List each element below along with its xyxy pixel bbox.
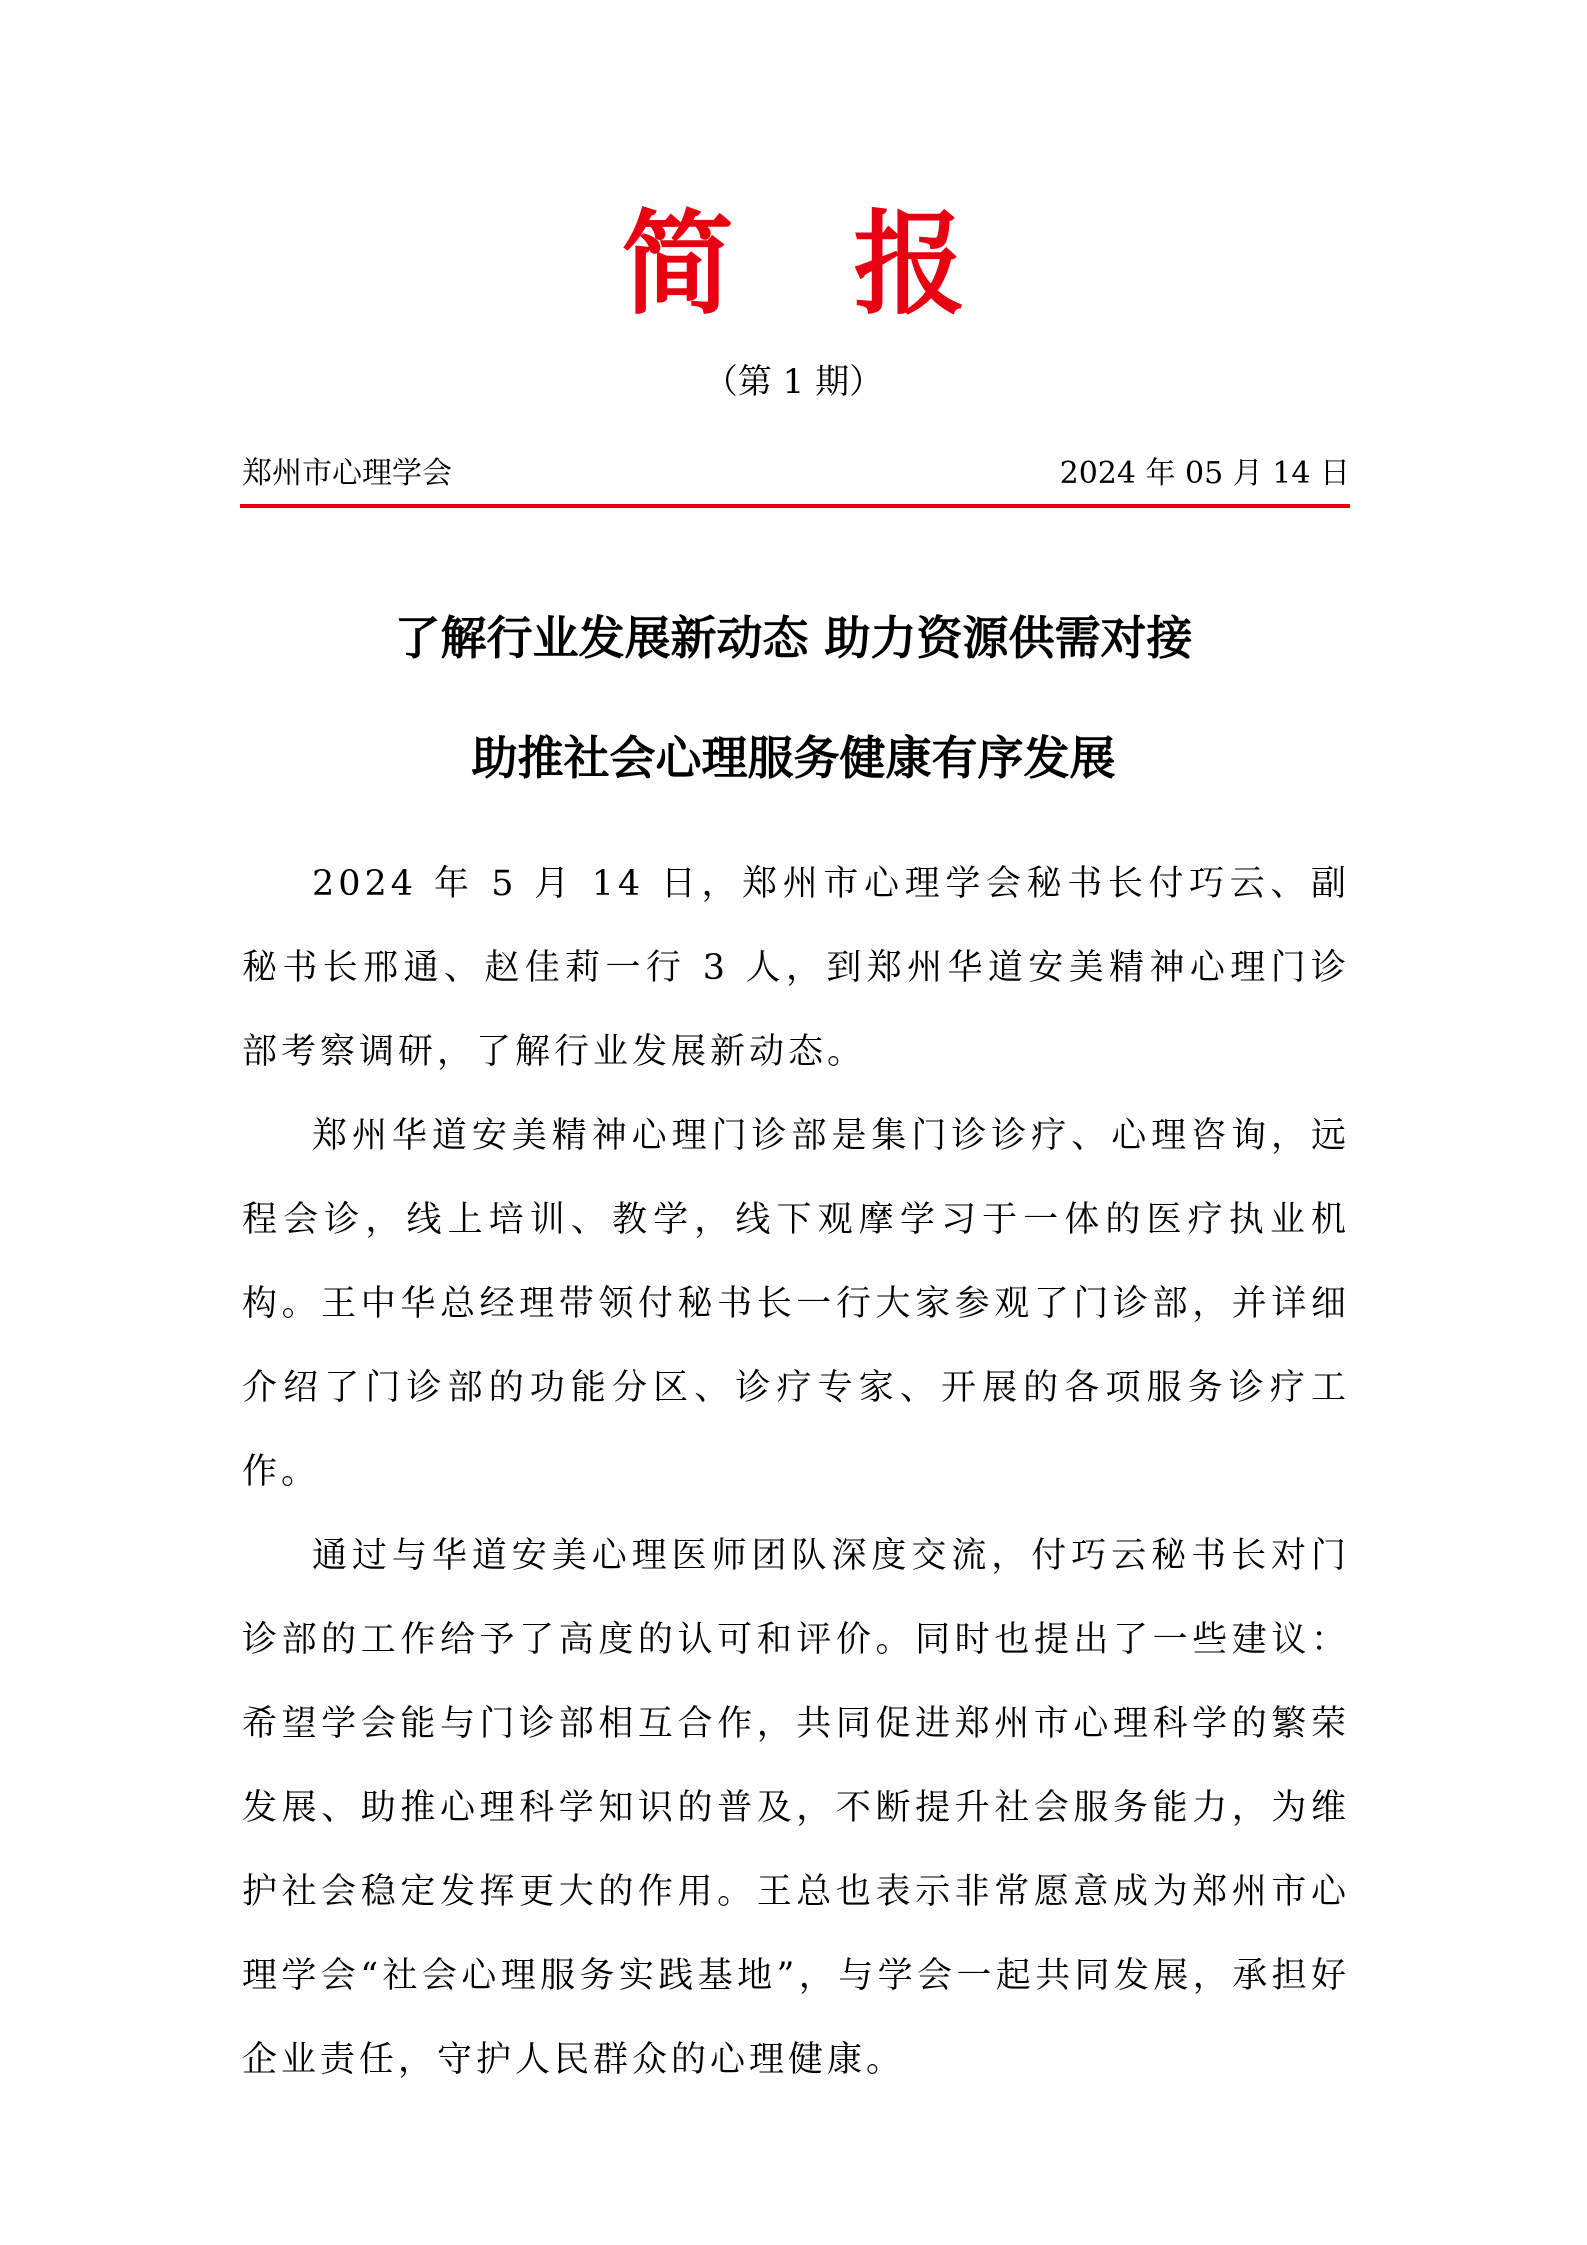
article-body <box>242 842 1350 2102</box>
meta-row <box>242 452 1350 496</box>
paragraph-2: 郑州华道安美精神心理门诊部是集门诊诊疗、心理咨询，远程会诊，线上培训、教学，线下观摩学习于一体的医疗执业机构。王中华总经理带领付秘书长一行大家参观了门诊部，并详细介绍了门诊部的功能分区、诊疗专家、开展的各项服务诊疗工作。 <box>242 1116 1350 1492</box>
publish-date: 2024 年 05 月 14 日 <box>1059 456 1350 491</box>
paragraph-1: 2024 年 5 月 14 日，郑州市心理学会秘书长付巧云、副秘书长邢通、赵佳莉一行 3 人，到郑州华道安美精神心理门诊部考察调研，了解行业发展新动态。 <box>242 864 1350 1072</box>
headline-line-2: 助推社会心理服务健康有序发展 <box>471 731 1116 785</box>
organization-name: 郑州市心理学会 <box>242 456 452 491</box>
red-divider-rule <box>240 504 1350 508</box>
paragraph-3: 通过与华道安美心理医师团队深度交流，付巧云秘书长对门诊部的工作给予了高度的认可和评价。同时也提出了一些建议：希望学会能与门诊部相互合作，共同促进郑州市心理科学的繁荣发展、助推心理科学知识的普及，不断提升社会服务能力，为维护社会稳定发挥更大的作用。王总也表示非常愿意成为郑州市心理学会“社会心理服务实践基地”，与学会一起共同发展，承担好企业责任，守护人民群众的心理健康。 <box>242 1536 1350 2080</box>
masthead-title: 简报 <box>621 200 1086 330</box>
headline-line-1: 了解行业发展新动态 助力资源供需对接 <box>394 611 1193 665</box>
issue-number: （第 1 期） <box>703 362 884 402</box>
